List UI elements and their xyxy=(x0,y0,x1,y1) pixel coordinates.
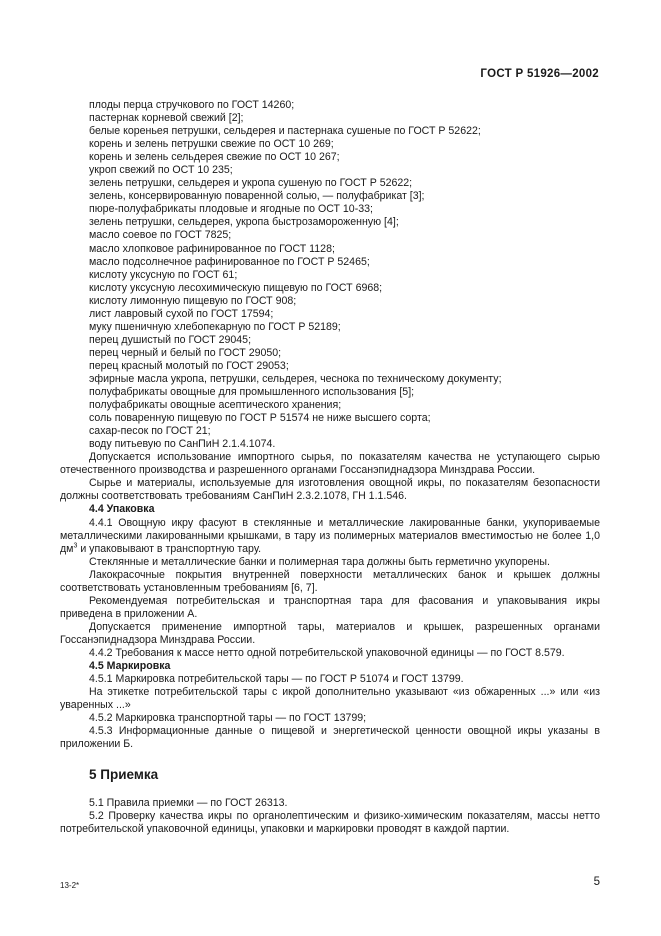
ingredient-item: зелень петрушки, сельдерея и укропа сушеную по ГОСТ Р 52622; xyxy=(89,177,413,190)
ingredient-item: корень и зелень сельдерея свежие по ОСТ 10 267; xyxy=(89,151,340,164)
ingredient-item: плоды перца стручкового по ГОСТ 14260; xyxy=(89,99,295,111)
ingredient-item: кислоту уксусную по ГОСТ 61; xyxy=(89,268,238,281)
ingredient-item: перец душистый по ГОСТ 29045; xyxy=(89,333,252,346)
label-paragraph: На этикетке потребительской тары с икрой дополнительно указывают «из обжаренных ...» или «из уваренных ...» xyxy=(60,686,600,712)
ingredient-item: соль поваренную пищевую по ГОСТ Р 51574 не ниже высшего сорта; xyxy=(89,412,431,425)
ingredient-item: воду питьевую по СанПиН 2.1.4.1074. xyxy=(89,438,276,451)
recommended-tara-paragraph: Рекомендуемая потребительская и транспортная тара для фасования и упаковывания икры приведена в приложении А. xyxy=(60,594,600,620)
clause-4-4-1-text: 4.4.1 Овощную икру фасуют в стеклянные и металлические лакированные банки, укупориваемые металлическими лакированными крышками, в тару из полимерных материалов вместимостью не более 1,0 дм xyxy=(60,516,600,555)
clause-4-5-1: 4.5.1 Маркировка потребительской тары — по ГОСТ Р 51074 и ГОСТ 13799. xyxy=(89,673,464,686)
ingredient-item: пюре-полуфабрикаты плодовые и ягодные по ОСТ 10-33; xyxy=(89,203,373,216)
ingredient-item: перец красный молотый по ГОСТ 29053; xyxy=(89,359,289,372)
ingredient-list xyxy=(60,99,600,451)
ingredient-item: масло хлопковое рафинированное по ГОСТ 1128; xyxy=(89,242,335,255)
page-content xyxy=(60,99,600,836)
ingredient-item: полуфабрикаты овощные для промышленного использования [5]; xyxy=(89,386,415,399)
clause-5-2: 5.2 Проверку качества икры по органолептическим и физико-химическим показателям, массы нетто потребительской упаковочной единицы, упаковки и маркировки проводят в каждой партии. xyxy=(60,810,600,836)
section-title-acceptance: 5 Приемка xyxy=(89,767,159,783)
standard-header: ГОСТ Р 51926—2002 xyxy=(480,68,599,80)
ingredient-item: зелень, консервированную поваренной солью, — полуфабрикат [3]; xyxy=(89,190,425,203)
ingredient-item: масло соевое по ГОСТ 7825; xyxy=(89,229,232,242)
ingredient-item: корень и зелень петрушки свежие по ОСТ 10 269; xyxy=(89,138,334,151)
ingredient-item: перец черный и белый по ГОСТ 29050; xyxy=(89,346,282,359)
cubic-superscript: 3 xyxy=(73,542,78,550)
clause-4-4-1-end: и упаковывают в транспортную тару. xyxy=(77,542,262,555)
ingredient-item: пастернак корневой свежий [2]; xyxy=(89,112,244,125)
ingredient-item: укроп свежий по ОСТ 10 235; xyxy=(89,164,233,177)
safety-paragraph: Сырье и материалы, используемые для изготовления овощной икры, по показателям безопасности должны соответствовать требованиям СанПиН 2.3.2.1078, ГН 1.1.546. xyxy=(60,477,600,503)
ingredient-item: эфирные масла укропа, петрушки, сельдерея, чеснока по техническому документу; xyxy=(89,372,502,385)
ingredient-item: лист лавровый сухой по ГОСТ 17594; xyxy=(89,307,274,320)
clause-4-5-3: 4.5.3 Информационные данные о пищевой и энергетической ценности овощной икры указаны в приложении Б. xyxy=(60,725,600,751)
ingredient-item: белые кореньея петрушки, сельдерея и пастернака сушеные по ГОСТ Р 52622; xyxy=(89,125,481,138)
signature-mark: 13-2* xyxy=(60,881,80,890)
import-raw-paragraph: Допускается использование импортного сырья, по показателям качества не уступающего сырью отечественного производства и разрешенного органами Госсанэпиднадзора Минздрава России. xyxy=(60,451,600,477)
hermetic-paragraph: Стеклянные и металлические банки и полимерная тара должны быть герметично укупорены. xyxy=(89,555,550,568)
ingredient-item: кислоту лимонную пищевую по ГОСТ 908; xyxy=(89,294,297,307)
page-number: 5 xyxy=(593,876,600,888)
subsection-title-packaging: 4.4 Упаковка xyxy=(89,503,155,516)
clause-4-5-2: 4.5.2 Маркировка транспортной тары — по ГОСТ 13799; xyxy=(89,712,367,725)
subsection-title-marking: 4.5 Маркировка xyxy=(89,660,171,673)
clause-5-1: 5.1 Правила приемки — по ГОСТ 26313. xyxy=(89,797,288,810)
ingredient-item: полуфабрикаты овощные асептического хранения; xyxy=(89,399,342,412)
clause-4-4-1 xyxy=(60,517,600,556)
clause-4-4-2: 4.4.2 Требования к массе нетто одной потребительской упаковочной единицы — по ГОСТ 8.579. xyxy=(89,646,565,659)
ingredient-item: масло подсолнечное рафинированное по ГОСТ Р 52465; xyxy=(89,255,370,268)
ingredient-item: кислоту уксусную лесохимическую пищевую по ГОСТ 6968; xyxy=(89,281,383,294)
coatings-paragraph: Лакокрасочные покрытия внутренней поверхности металлических банок и крышек должны соответствовать установленным требованиям [6, 7]. xyxy=(60,568,600,594)
import-tara-paragraph: Допускается применение импортной тары, материалов и крышек, разрешенных органами Госсанэпиднадзора Минздрава России. xyxy=(60,620,600,646)
ingredient-item: сахар-песок по ГОСТ 21; xyxy=(89,425,211,438)
ingredient-item: зелень петрушки, сельдерея, укропа быстрозамороженную [4]; xyxy=(89,216,399,229)
ingredient-item: муку пшеничную хлебопекарную по ГОСТ Р 52189; xyxy=(89,320,341,333)
